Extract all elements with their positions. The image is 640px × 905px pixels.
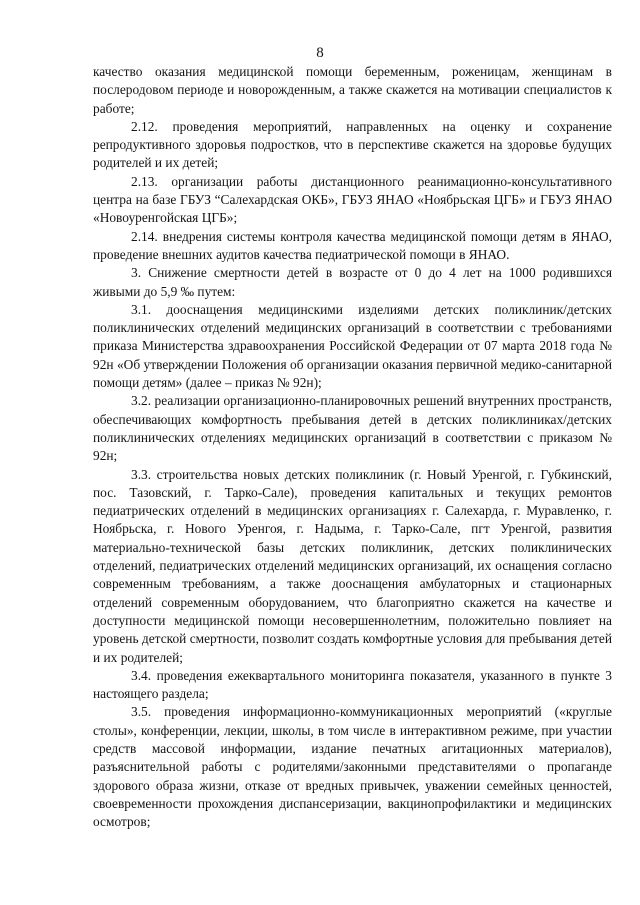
document-body (93, 63, 612, 831)
paragraph-2-13: 2.13. организации работы дистанционного реанимационно-консультативного центра на базе ГБУЗ “Салехардская ОКБ», ГБУЗ ЯНАО «Ноябрьская ЦГБ» и ГБУЗ ЯНАО «Новоуренгойская ЦГБ»; (93, 173, 612, 226)
paragraph-continuation: качество оказания медицинской помощи беременным, роженицам, женщинам в послеродовом периоде и новорожденным, а также скажется на мотивации специалистов к работе; (93, 64, 612, 116)
paragraph-3-2: 3.2. реализации организационно-планировочных решений внутренних пространств, обеспечивающих комфортность пребывания детей в детских поликлиниках/детских поликлинических отделениях медицинских организаций в соответствии с приказом № 92н; (93, 393, 612, 464)
paragraph-2-12: 2.12. проведения мероприятий, направленных на оценку и сохранение репродуктивного здоровья подростков, что в перспективе скажется на здоровье будущих родителей и их детей; (93, 118, 612, 171)
page-number: 8 (316, 45, 324, 61)
paragraph-3-3: 3.3. строительства новых детских поликлиник (г. Новый Уренгой, г. Губкинский, пос. Тазовский, г. Тарко-Сале), проведения капитальных и текущих ремонтов педиатрических отделений в медицинских организациях г. Салехарда, г. Муравленко, г. Ноябрьска, г. Нового Уренгоя, г. Надыма, г. Тарко-Сале, пгт Уренгой, развития материально-технической базы детских поликлиник, детских поликлинических отделений, педиатрических отделений медицинских организаций, их оснащения согласно современным требованиям, а также дооснащения амбулаторных и стационарных отделений современным оборудованием, что благоприятно скажется на качестве и доступности медицинской помощи несовершеннолетним, положительно повлияет на уровень детской смертности, позволит создать комфортные условия для пребывания детей и их родителей; (93, 466, 612, 665)
paragraph-3-1: 3.1. дооснащения медицинскими изделиями детских поликлиник/детских поликлинических отделений медицинских организаций в соответствии с требованиями приказа Министерства здравоохранения Российской Федерации от 07 марта 2018 года № 92н «Об утверждении Положения об организации оказания первичной медико-санитарной помощи детям» (далее – приказ № 92н); (93, 301, 612, 391)
paragraph-2-14: 2.14. внедрения системы контроля качества медицинской помощи детям в ЯНАО, проведение внешних аудитов качества педиатрической помощи в ЯНАО. (93, 228, 612, 262)
paragraph-3-4: 3.4. проведения ежеквартального мониторинга показателя, указанного в пункте 3 настоящего раздела; (93, 667, 612, 702)
paragraph-3: 3. Снижение смертности детей в возрасте от 0 до 4 лет на 1000 родившихся живыми до 5,9 ‰ путем: (93, 265, 612, 299)
paragraph-3-5: 3.5. проведения информационно-коммуникационных мероприятий («круглые столы», конференции, лекции, школы, в том числе в интерактивном режиме, при участии средств массовой информации, издание печатных агитационных материалов), разъяснительной работы с родителями/законными представителями о пропаганде здорового образа жизни, отказе от вредных привычек, уважении семейных ценностей, своевременности прохождения диспансеризации, вакцинопрофилактики и медицинских осмотров; (93, 704, 612, 830)
